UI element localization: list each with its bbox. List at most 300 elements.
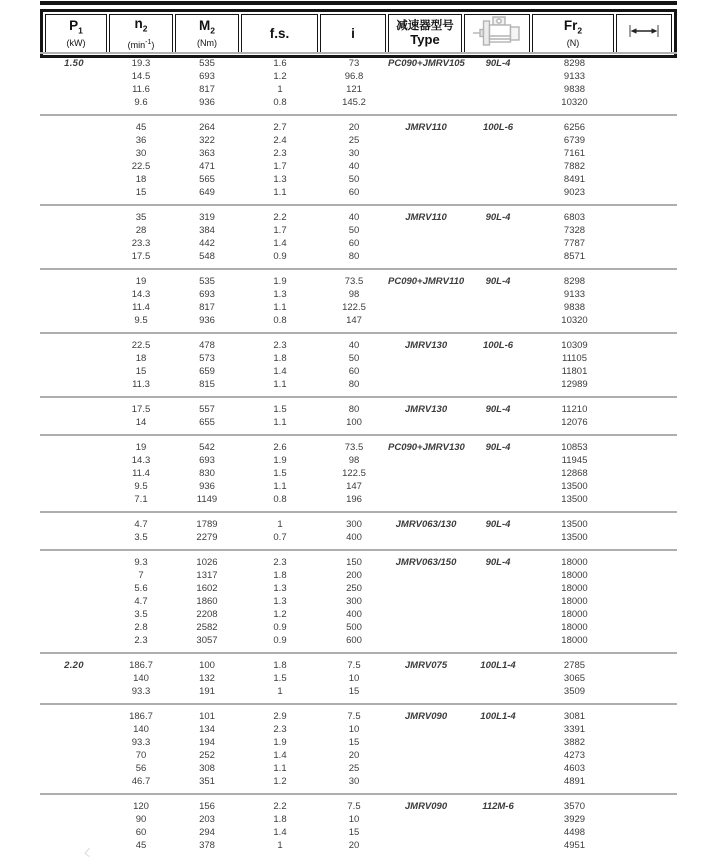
fs-cell: 1.2 [273, 609, 287, 620]
type-cell [388, 83, 464, 96]
type-cell [388, 749, 464, 762]
reducer-group-table [40, 441, 677, 506]
i-cell: 122.5 [342, 468, 366, 479]
frame-cell [464, 467, 532, 480]
frame-cell [464, 621, 532, 634]
frame-cell [464, 301, 532, 314]
fs-cell: 1.8 [273, 570, 287, 581]
type-cell [388, 621, 464, 634]
i-cell: 15 [348, 686, 360, 697]
power-cell [40, 365, 108, 378]
i-cell: 50 [348, 353, 360, 364]
power-cell [40, 441, 108, 454]
m2-cell: 442 [199, 238, 215, 249]
group-separator [40, 652, 677, 654]
type-cell [388, 186, 464, 199]
table-row [40, 621, 677, 634]
power-cell [40, 736, 108, 749]
n2-cell: 93.3 [131, 737, 151, 748]
n2-cell: 140 [133, 724, 149, 735]
n2-cell: 18 [135, 174, 147, 185]
spacer-cell [617, 378, 677, 391]
group-separator [40, 793, 677, 795]
reducer-group-table [40, 403, 677, 429]
i-cell: 98 [348, 289, 360, 300]
frame-cell [464, 531, 532, 544]
type-cell: JMRV063/150 [395, 557, 457, 568]
p1-unit: (kW) [66, 38, 86, 49]
power-cell [40, 173, 108, 186]
type-cell [388, 608, 464, 621]
table-row [40, 237, 677, 250]
frame-cell: 90L-4 [485, 58, 511, 69]
fr2-cell: 12868 [561, 468, 588, 479]
frame-cell: 100L1-4 [480, 660, 516, 671]
spacer-cell [617, 467, 677, 480]
frame-cell [464, 454, 532, 467]
m2-cell: 308 [199, 763, 215, 774]
m2-cell: 535 [199, 58, 215, 69]
fs-cell: 1.3 [273, 596, 287, 607]
fr2-cell: 4498 [563, 827, 586, 838]
frame-cell [464, 352, 532, 365]
frame-cell [464, 736, 532, 749]
type-cell [388, 134, 464, 147]
fr2-cell: 3929 [563, 814, 586, 825]
i-cell: 25 [348, 763, 360, 774]
fs-cell: 1.2 [273, 71, 287, 82]
fr2-cell: 4603 [563, 763, 586, 774]
i-cell: 80 [348, 404, 360, 415]
table-row [40, 634, 677, 647]
n2-cell: 14.3 [131, 289, 151, 300]
power-cell [40, 800, 108, 813]
frame-cell: 100L-6 [482, 340, 514, 351]
type-cell [388, 723, 464, 736]
n2-cell: 9.3 [134, 557, 148, 568]
n2-symbol: $n_2$ [134, 16, 148, 34]
fs-cell: 1.1 [273, 302, 287, 313]
fr2-cell: 9023 [563, 187, 586, 198]
m2-cell: 351 [199, 776, 215, 787]
spacer-cell [617, 480, 677, 493]
fs-cell: 1.1 [273, 763, 287, 774]
spacer-cell [617, 83, 677, 96]
m2-cell: 936 [199, 315, 215, 326]
fr2-cell: 12989 [561, 379, 588, 390]
n2-cell: 45 [135, 840, 147, 851]
fr2-cell: 8298 [563, 276, 586, 287]
frame-cell [464, 723, 532, 736]
fr2-cell: 11105 [561, 353, 587, 364]
spacer-cell [617, 173, 677, 186]
power-cell [40, 211, 108, 224]
i-cell: 150 [346, 557, 362, 568]
fr2-cell: 18000 [561, 583, 588, 594]
p1-symbol: $P_1$ [69, 17, 83, 36]
fr2-cell: 11801 [561, 366, 588, 377]
n2-cell: 14 [135, 417, 147, 428]
m2-cell: 194 [199, 737, 215, 748]
i-cell: 600 [346, 635, 362, 646]
table-row [40, 569, 677, 582]
m2-cell: 203 [199, 814, 215, 825]
fr2-cell: 10309 [561, 340, 588, 351]
type-cell: PC090+JMRV110 [388, 276, 465, 287]
power-cell [40, 723, 108, 736]
i-cell: 122.5 [342, 302, 366, 313]
n2-cell: 7.1 [134, 494, 148, 505]
table-row [40, 224, 677, 237]
type-cell: JMRV063/130 [395, 519, 457, 530]
power-cell [40, 608, 108, 621]
power-cell [40, 582, 108, 595]
type-cell [388, 582, 464, 595]
fr2-cell: 18000 [561, 557, 588, 568]
m2-cell: 817 [199, 302, 215, 313]
table-row [40, 454, 677, 467]
n2-cell: 17.5 [131, 251, 151, 262]
power-cell: 1.50 [64, 58, 84, 69]
spacer-cell [617, 569, 677, 582]
power-cell [40, 160, 108, 173]
fs-cell: 1.4 [273, 750, 287, 761]
i-cell: 50 [348, 174, 360, 185]
power-cell [40, 186, 108, 199]
spacer-cell [617, 634, 677, 647]
table-row [40, 160, 677, 173]
table-row [40, 186, 677, 199]
m2-cell: 548 [199, 251, 215, 262]
frame-cell: 90L-4 [485, 519, 511, 530]
i-cell: 80 [348, 379, 360, 390]
m2-cell: 2582 [196, 622, 218, 633]
power-cell [40, 314, 108, 327]
m2-cell: 817 [199, 84, 215, 95]
type-cell [388, 352, 464, 365]
m2-cell: 132 [199, 673, 215, 684]
m2-cell: 471 [199, 161, 215, 172]
reducer-group-table [40, 800, 677, 852]
i-cell: 40 [348, 161, 360, 172]
frame-cell [464, 839, 532, 852]
type-cell [388, 237, 464, 250]
power-cell [40, 352, 108, 365]
fr2-cell: 7328 [563, 225, 586, 236]
i-cell: 60 [348, 238, 360, 249]
table-row [40, 365, 677, 378]
spacer-cell [617, 659, 677, 672]
frame-cell [464, 96, 532, 109]
frame-cell [464, 608, 532, 621]
power-cell [40, 339, 108, 352]
type-cell: JMRV075 [404, 660, 448, 671]
fr2-cell: 3391 [563, 724, 586, 735]
fr2-cell: 11945 [561, 455, 588, 466]
type-cell [388, 531, 464, 544]
frame-cell [464, 250, 532, 263]
frame-cell [464, 186, 532, 199]
table-row [40, 378, 677, 391]
i-cell: 121 [346, 84, 362, 95]
fr2-cell: 2785 [563, 660, 586, 671]
table-row [40, 70, 677, 83]
power-cell [40, 826, 108, 839]
i-cell: 20 [348, 840, 360, 851]
n2-cell: 46.7 [131, 776, 151, 787]
frame-cell [464, 493, 532, 506]
type-cell: JMRV090 [404, 711, 448, 722]
n2-cell: 18 [135, 353, 147, 364]
table-row [40, 659, 677, 672]
table-row [40, 775, 677, 788]
type-cell: JMRV130 [404, 404, 448, 415]
type-cell [388, 224, 464, 237]
m2-unit: (Nm) [197, 38, 217, 49]
m2-cell: 384 [199, 225, 215, 236]
fr2-cell: 18000 [561, 622, 588, 633]
table-row [40, 288, 677, 301]
fs-cell: 2.3 [273, 340, 287, 351]
frame-cell [464, 173, 532, 186]
fs-cell: 1.3 [273, 583, 287, 594]
fr2-cell: 18000 [561, 596, 588, 607]
col-header-i [320, 14, 386, 53]
i-cell: 10 [348, 673, 360, 684]
power-cell [40, 250, 108, 263]
i-cell: 60 [348, 187, 360, 198]
table-row [40, 672, 677, 685]
frame-cell [464, 762, 532, 775]
i-cell: 30 [348, 148, 360, 159]
frame-cell [464, 595, 532, 608]
type-label-en: Type [410, 32, 440, 47]
spacer-cell [617, 365, 677, 378]
col-header-motor [464, 14, 530, 53]
spacer-cell [617, 186, 677, 199]
power-cell [40, 224, 108, 237]
fr2-cell: 4273 [563, 750, 586, 761]
power-cell [40, 621, 108, 634]
table-row [40, 403, 677, 416]
spacer-cell [617, 57, 677, 70]
n2-cell: 15 [135, 366, 147, 377]
power-cell [40, 569, 108, 582]
power-cell [40, 121, 108, 134]
m2-cell: 557 [199, 404, 215, 415]
fs-cell: 1.3 [273, 289, 287, 300]
fs-cell: 0.7 [273, 532, 287, 543]
n2-cell: 19.3 [131, 58, 151, 69]
power-cell [40, 556, 108, 569]
spacer-cell [617, 211, 677, 224]
table-row [40, 762, 677, 775]
fr2-cell: 3570 [563, 801, 586, 812]
m2-cell: 565 [199, 174, 215, 185]
m2-cell: 3057 [196, 635, 218, 646]
fr2-cell: 12076 [561, 417, 588, 428]
m2-cell: 659 [199, 366, 215, 377]
fs-cell: 1.8 [273, 660, 287, 671]
reducer-group-table [40, 659, 677, 698]
n2-cell: 3.5 [134, 609, 148, 620]
m2-cell: 1149 [196, 494, 218, 505]
type-cell [388, 775, 464, 788]
group-separator [40, 332, 677, 334]
i-cell: 400 [346, 609, 362, 620]
col-header-fs [241, 14, 318, 53]
fs-cell: 1.8 [273, 353, 287, 364]
col-header-type [388, 14, 462, 53]
type-cell [388, 685, 464, 698]
power-cell [40, 403, 108, 416]
fs-cell: 1.1 [273, 417, 287, 428]
n2-cell: 17.5 [131, 404, 151, 415]
power-cell [40, 301, 108, 314]
fr2-cell: 7161 [563, 148, 586, 159]
m2-cell: 1860 [196, 596, 218, 607]
frame-cell [464, 378, 532, 391]
m2-cell: 378 [199, 840, 215, 851]
power-cell [40, 839, 108, 852]
group-separator [40, 268, 677, 270]
fs-cell: 2.3 [273, 148, 287, 159]
col-header-dimension [616, 14, 672, 53]
n2-cell: 186.7 [129, 711, 153, 722]
table-row [40, 57, 677, 70]
power-cell [40, 813, 108, 826]
m2-cell: 936 [199, 481, 215, 492]
n2-cell: 186.7 [129, 660, 153, 671]
fr2-cell: 7882 [563, 161, 586, 172]
type-cell [388, 416, 464, 429]
spacer-cell [617, 800, 677, 813]
frame-cell [464, 83, 532, 96]
m2-cell: 1317 [196, 570, 218, 581]
group-separator [40, 511, 677, 513]
col-header-n2 [109, 14, 173, 53]
spacer-cell [617, 723, 677, 736]
n2-cell: 70 [135, 750, 147, 761]
fr2-cell: 9133 [563, 289, 586, 300]
frame-cell [464, 480, 532, 493]
table-row [40, 493, 677, 506]
i-cell: 60 [348, 366, 360, 377]
reducer-group-table [40, 339, 677, 391]
type-cell [388, 467, 464, 480]
m2-symbol: $M_2$ [199, 17, 215, 36]
m2-cell: 101 [199, 711, 215, 722]
fs-cell: 1.7 [273, 161, 287, 172]
fs-cell: 0.9 [273, 251, 287, 262]
n2-cell: 3.5 [134, 532, 148, 543]
frame-cell: 90L-4 [485, 557, 511, 568]
fr2-unit: (N) [566, 38, 580, 49]
table-header [40, 9, 677, 58]
fr2-cell: 6803 [563, 212, 586, 223]
spacer-cell [617, 813, 677, 826]
type-cell [388, 634, 464, 647]
i-cell: 73.5 [344, 276, 364, 287]
m2-cell: 542 [199, 442, 215, 453]
n2-cell: 11.6 [132, 84, 150, 95]
m2-cell: 2208 [196, 609, 218, 620]
spacer-cell [617, 582, 677, 595]
n2-cell: 15 [135, 187, 147, 198]
frame-cell [464, 365, 532, 378]
frame-cell [464, 775, 532, 788]
n2-cell: 140 [133, 673, 149, 684]
fr2-cell: 18000 [561, 570, 588, 581]
n2-cell: 60 [135, 827, 147, 838]
spacer-cell [617, 275, 677, 288]
table-row [40, 339, 677, 352]
type-cell [388, 762, 464, 775]
m2-cell: 573 [199, 353, 215, 364]
spacer-cell [617, 224, 677, 237]
frame-cell [464, 634, 532, 647]
i-label: i [351, 26, 355, 41]
spacer-cell [617, 121, 677, 134]
i-cell: 145.2 [342, 97, 366, 108]
m2-cell: 264 [199, 122, 215, 133]
power-cell [40, 454, 108, 467]
type-cell [388, 480, 464, 493]
type-cell: JMRV110 [405, 122, 447, 133]
table-row [40, 710, 677, 723]
i-cell: 400 [346, 532, 362, 543]
fr2-cell: 13500 [561, 494, 588, 505]
i-cell: 40 [348, 340, 360, 351]
fr2-cell: 9838 [563, 302, 586, 313]
power-cell [40, 531, 108, 544]
power-cell [40, 685, 108, 698]
table-row [40, 314, 677, 327]
type-cell [388, 250, 464, 263]
type-cell [388, 454, 464, 467]
i-cell: 10 [348, 724, 360, 735]
group-separator [40, 549, 677, 551]
table-row [40, 250, 677, 263]
frame-cell: 100L-6 [482, 122, 514, 133]
n2-cell: 11.3 [132, 379, 150, 390]
type-cell [388, 569, 464, 582]
spacer-cell [617, 518, 677, 531]
spacer-cell [617, 288, 677, 301]
power-cell [40, 288, 108, 301]
fs-cell: 2.2 [273, 212, 287, 223]
frame-cell [464, 314, 532, 327]
header-separator [40, 52, 677, 54]
fr2-cell: 8298 [563, 58, 586, 69]
spacer-cell [617, 672, 677, 685]
fs-cell: 0.9 [273, 622, 287, 633]
spacer-cell [617, 416, 677, 429]
fs-cell: 2.7 [273, 122, 287, 133]
fr2-cell: 18000 [561, 635, 588, 646]
i-cell: 25 [348, 135, 360, 146]
group-separator [40, 396, 677, 398]
spacer-cell [617, 775, 677, 788]
power-cell [40, 762, 108, 775]
fr2-cell: 4951 [563, 840, 586, 851]
m2-cell: 319 [199, 212, 215, 223]
reducer-group-table [40, 57, 677, 109]
table-row [40, 800, 677, 813]
type-cell: PC090+JMRV130 [388, 442, 465, 453]
spacer-cell [617, 454, 677, 467]
i-cell: 15 [348, 827, 360, 838]
